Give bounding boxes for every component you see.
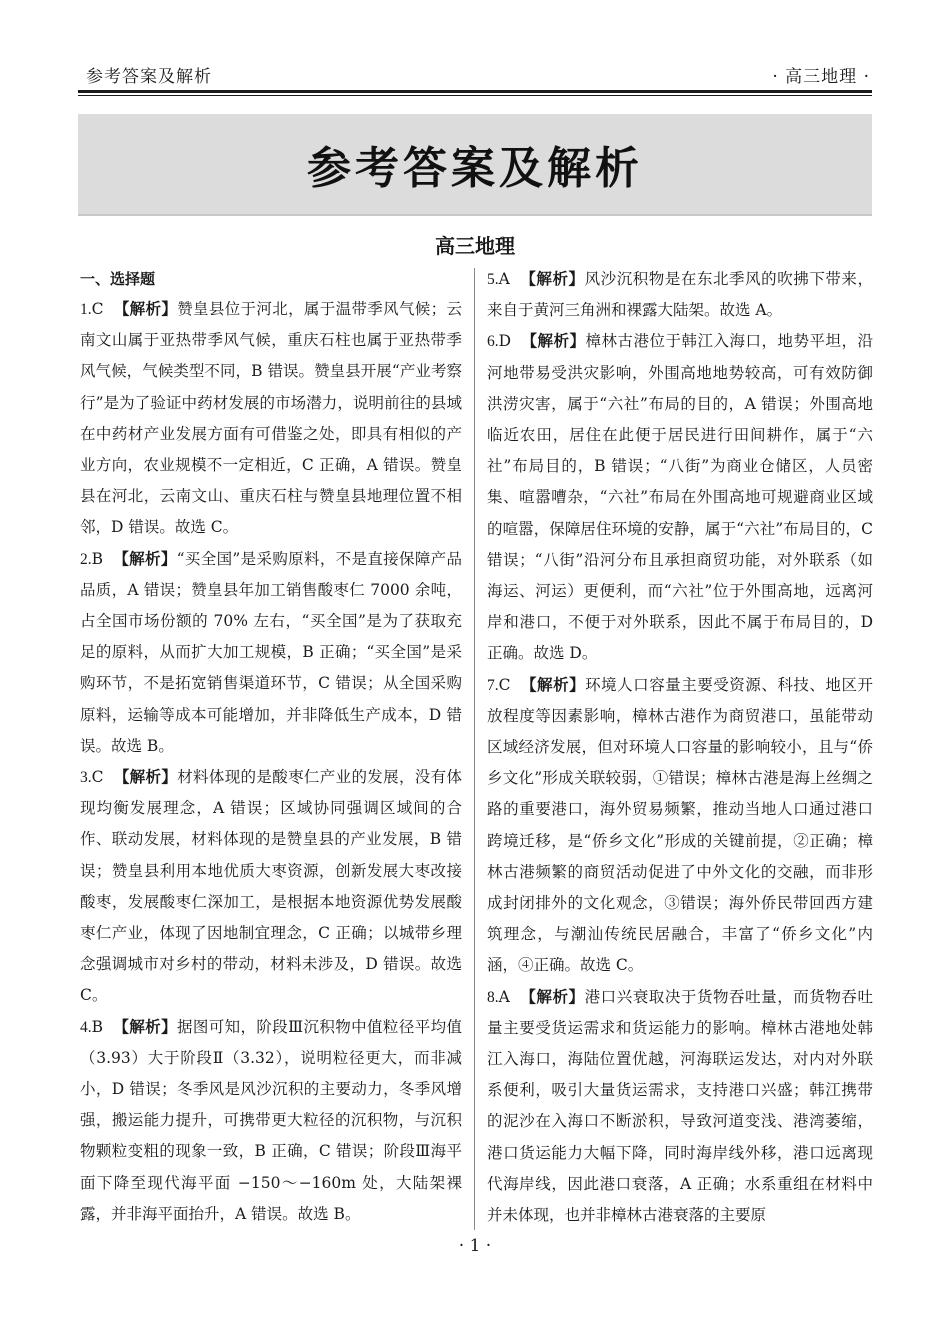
item-explanation: “买全国”是采购原料，不是直接保障产品品质，A 错误；赞皇县年加工销售酸枣仁 7000 余吨，占全国市场份额的 70% 左右，“买全国”是为了获取充足的原料，从而扩大加工规模，B 正确；“买全国”是采购环节，不是拓宽销售渠道环节，C 错误；从全国采购原料，运输等成本可能增加，并非降低生产成本，D 错误。故选 B。: [80, 549, 462, 755]
item-number: 8.: [487, 988, 499, 1006]
item-explanation: 樟林古港位于韩江入海口，地势平坦，沿河地带易受洪灾影响，外围高地地势较高，可有效防御洪涝灾害，属于“六社”布局的目的，A 错误；外围高地临近农田，居住在此便于居民进行田间耕作，属于“六社”布局目的，B 错误；“八街”为商业仓储区，人员密集、喧嚣嘈杂，“六社”布局在外围高地可规避商业区域的喧嚣，保障居住环境的安静，属于“六社”布局目的，C 错误；“八街”沿河分布且承担商贸功能，对外联系（如海运、河运）更便利，而“六社”位于外围高地，远离河岸和港口，不便于对外联系，因此不属于布局目的，D 正确。故选 D。: [487, 332, 873, 663]
item-explanation: 港口兴衰取决于货物吞吐量，而货物吞吐量主要受货运需求和货运能力的影响。樟林古港地处韩江入海口，海陆位置优越，河海联运发达，对内对外联系便利，吸引大量货运需求，支持港口兴盛；韩江携带的泥沙在入海口不断淤积，导致河道变浅、港湾萎缩，港口货运能力大幅下降，同时海岸线外移，港口远离现代海岸线，因此港口衰落，A 正确；水系重组在材料中并未体现，也并非樟林古港衰落的主要原: [487, 987, 873, 1225]
analysis-tag: 【解析】: [521, 332, 586, 351]
item-answer: A: [498, 270, 510, 288]
analysis-tag: 【解析】: [520, 675, 586, 694]
analysis-tag: 【解析】: [519, 270, 585, 288]
item-answer: D: [498, 332, 512, 351]
column-divider: [474, 268, 475, 1230]
item-explanation: 环境人口容量主要受资源、科技、地区开放程度等因素影响，樟林古港作为商贸港口，虽能带动区域经济发展，但对环境人口容量的影响较小，且与“侨乡文化”形成关联较弱，①错误；樟林古港是海上丝绸之路的重要港口，海外贸易频繁，推动当地人口通过港口跨境迁移，是“侨乡文化”形成的关键前提，②正确；樟林古港频繁的商贸活动促进了中外文化的交融，而非形成封闭排外的文化观念，③错误；海外侨民带回西方建筑理念，与潮汕传统民居融合，丰富了“侨乡文化”内涵，④正确。故选 C。: [487, 675, 873, 975]
answer-item-2: [80, 544, 462, 762]
item-number: 4.: [80, 1018, 92, 1036]
header-left-title: 参考答案及解析: [86, 67, 212, 87]
item-answer: C: [91, 768, 104, 787]
item-explanation: 材料体现的是酸枣仁产业的发展，没有体现均衡发展理念，A 错误；区域协同强调区域间的合作、联动发展，材料体现的是赞皇县的产业发展，B 错误；赞皇县利用本地优质大枣资源，创新发展大枣改接酸枣，发展酸枣仁深加工，是根据本地资源优势发展酸枣仁产业，体现了因地制宜理念，C 正确；以城带乡理念强调城市对乡村的带动，材料未涉及，D 错误。故选 C。: [80, 768, 462, 1005]
answer-item-3: [80, 762, 462, 1012]
answer-item-8: [487, 982, 873, 1232]
item-number: 7.: [487, 676, 499, 694]
analysis-tag: 【解析】: [113, 300, 178, 318]
header-rule-thick: [78, 90, 872, 93]
right-column: [487, 264, 873, 1231]
analysis-tag: 【解析】: [113, 549, 177, 568]
answer-item-7: [487, 670, 873, 982]
item-number: 3.: [80, 769, 92, 787]
item-answer: B: [91, 549, 104, 568]
page-title: 参考答案及解析: [307, 143, 643, 194]
analysis-tag: 【解析】: [113, 768, 178, 787]
answer-item-6: [487, 326, 873, 669]
item-number: 5.: [487, 271, 499, 288]
header-rule-thin: [78, 95, 872, 96]
item-answer: B: [91, 1017, 104, 1036]
running-header: [78, 58, 872, 90]
answer-item-1: [80, 294, 462, 544]
analysis-tag: 【解析】: [519, 987, 585, 1006]
subject-heading: 高三地理: [435, 234, 515, 258]
item-number: 1.: [80, 301, 92, 318]
item-answer: C: [498, 675, 511, 694]
title-banner: [78, 114, 872, 216]
item-explanation: 风沙沉积物是在东北季风的吹拂下带来，来自于黄河三角洲和裸露大陆架。故选 A。: [487, 270, 873, 320]
item-number: 6.: [487, 333, 499, 351]
section-heading: 一、选择题: [80, 270, 156, 288]
analysis-tag: 【解析】: [113, 1017, 177, 1036]
answer-item-5: [487, 264, 873, 326]
header-right-subject: · 高三地理 ·: [772, 67, 870, 87]
item-number: 2.: [80, 550, 92, 568]
item-answer: C: [91, 300, 104, 318]
item-explanation: 赞皇县位于河北，属于温带季风气候；云南文山属于亚热带季风气候，重庆石柱也属于亚热带季风气候，气候类型不同，B 错误。赞皇县开展“产业考察行”是为了验证中药材发展的市场潜力，说明前往的县域在中药材产业发展方面有可借鉴之处，即具有相似的产业方向，农业规模不一定相近，C 正确，A 错误。赞皇县在河北，云南文山、重庆石柱与赞皇县地理位置不相邻，D 错误。故选 C。: [80, 300, 462, 537]
page-number: · 1 ·: [458, 1236, 492, 1256]
item-answer: A: [498, 987, 510, 1006]
left-column: [80, 294, 462, 1230]
item-explanation: 据图可知，阶段Ⅲ沉积物中值粒径平均值（3.93）大于阶段Ⅱ（3.32），说明粒径更大，而非减小，D 错误；冬季风是风沙沉积的主要动力，冬季风增强，搬运能力提升，可携带更大粒径的沉积物，与沉积物颗粒变粗的现象一致，B 正确，C 错误；阶段Ⅲ海平面下降至现代海平面 −150～−160m 处，大陆架裸露，并非海平面抬升，A 错误。故选 B。: [80, 1017, 462, 1223]
answer-item-4: [80, 1012, 462, 1230]
